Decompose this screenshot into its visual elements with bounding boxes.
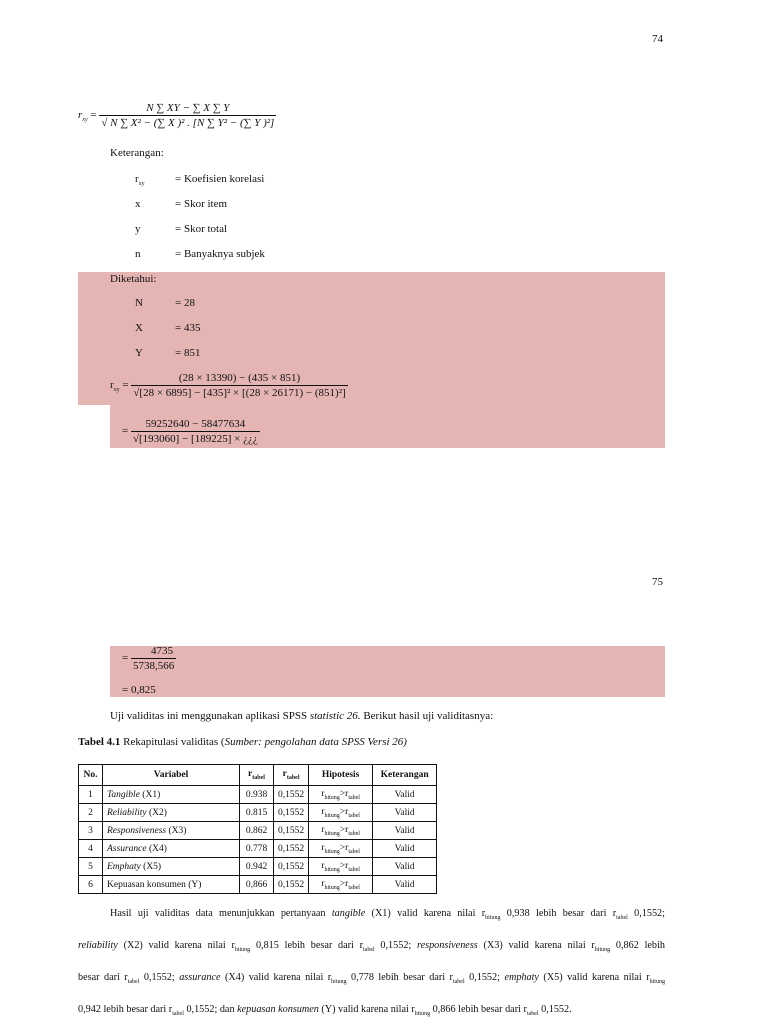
formula-fraction [99, 102, 276, 129]
calc3-denominator: 5738,566 [132, 660, 175, 672]
table-header-row [79, 765, 437, 786]
intro-text: Uji validitas ini menggunakan aplikasi SPSS statistic 26. Berikut hasil uji validitasnya: [110, 710, 494, 722]
table-row: 1 Tangible (X1) 0.938 0,1552 $r_{hitung}>r_{tabel}$ Valid [79, 786, 437, 804]
page-number: 74 [652, 33, 663, 45]
col-header-hipotesis: Hipotesis [309, 765, 373, 786]
table-row: 4 Assurance (X4) 0.778 0,1552 $r_{hitung}>r_{tabel}$ Valid [79, 840, 437, 858]
col-header-no: No. [79, 765, 103, 786]
keterangan-label: Keterangan: [110, 147, 164, 159]
calculation-step-3: = $\frac{4735}{5738,566}$ [122, 645, 175, 672]
validity-table [78, 764, 437, 894]
table-row: 6 Kepuasan konsumen (Y) 0,866 0,1552 $r_{hitung}>r_{tabel}$ Valid [79, 876, 437, 894]
table-row: 3 Responsiveness (X3) 0.862 0,1552 $r_{hitung}>r_{tabel}$ Valid [79, 822, 437, 840]
correlation-formula: $r_{xy}$ = $\frac{N \sum XY - \sum X \sum Y}{\text{√ N ∑ X² − (∑ X )² . [N ∑ Y² − (∑ Y )²]}}$ [78, 102, 275, 129]
result-value: = 0,825 [122, 684, 156, 696]
calc2-denominator: √[193060] − [189225] × ¿¿¿ [132, 433, 258, 445]
calculation-step-1: $r_{xy}$ = $\frac{(28 \times 13390) - (435 \times 851)}{\text{√[28 × 6895] − [435]² × [(28 × 26171) − (851)²]}}$ [110, 372, 346, 399]
calc2-numerator: 59252640 − 58477634 [145, 418, 246, 430]
col-header-variabel: Variabel [103, 765, 240, 786]
diketahui-label: Diketahui: [110, 273, 157, 285]
table-caption: Tabel 4.1 Rekapitulasi validitas (Sumber: pengolahan data SPSS Versi 26) [78, 736, 407, 748]
formula-lhs: r [78, 109, 83, 122]
table-row: 5 Emphaty (X5) 0.942 0,1552 $r_{hitung}>r_{tabel}$ Valid [79, 858, 437, 876]
calculation-step-2: = $\frac{59252640 - 58477634}{√[193060] - [189225] \times ¿¿¿}$ [122, 418, 258, 445]
calc3-numerator: 4735 [150, 645, 173, 657]
col-header-keterangan: Keterangan [373, 765, 437, 786]
calc1-denominator: √[28 × 6895] − [435]² × [(28 × 26171) − (851)²] [133, 387, 346, 399]
col-header-r2: $r_{tabel}$ [274, 765, 309, 786]
formula-numerator: N ∑ XY − ∑ X ∑ Y [146, 102, 230, 114]
highlight-block [110, 646, 665, 697]
results-paragraph: Hasil uji validitas data menunjukkan pertanyaan tangible (X1) valid karena nilai $r_{hitung}$ 0,938 lebih besar dari $r_{tabel}$ 0,1552; reliability (X2) valid karena nilai $r_{hitung}$ 0,815 lebih besar dari $r_{tabel}$ 0,1552; responsiveness (X3) valid karena nilai $r_{hitung}$ 0,862 lebih besar dari $r_{tabel}$ 0,1552; assurance (X4) valid karena nilai $r_{hitung}$ 0,778 lebih besar dari $r_{tabel}$ 0,1552; emphaty (X5) valid karena nilai $r_{hitung}$ 0,942 lebih besar dari $r_{tabel}$ 0,1552; dan kepuasan konsumen (Y) valid karena nilai $r_{hitung}$ 0,866 lebih besar dari $r_{tabel}$ 0,1552. [78, 908, 665, 1018]
col-header-r1: $r_{tabel}$ [240, 765, 274, 786]
table-row: 2 Reliability (X2) 0.815 0,1552 $r_{hitung}>r_{tabel}$ Valid [79, 804, 437, 822]
calc1-numerator: (28 × 13390) − (435 × 851) [178, 372, 301, 384]
formula-denominator: √ N ∑ X² − (∑ X )² . [N ∑ Y² − (∑ Y )²] [101, 117, 275, 129]
page-number: 75 [652, 576, 663, 588]
